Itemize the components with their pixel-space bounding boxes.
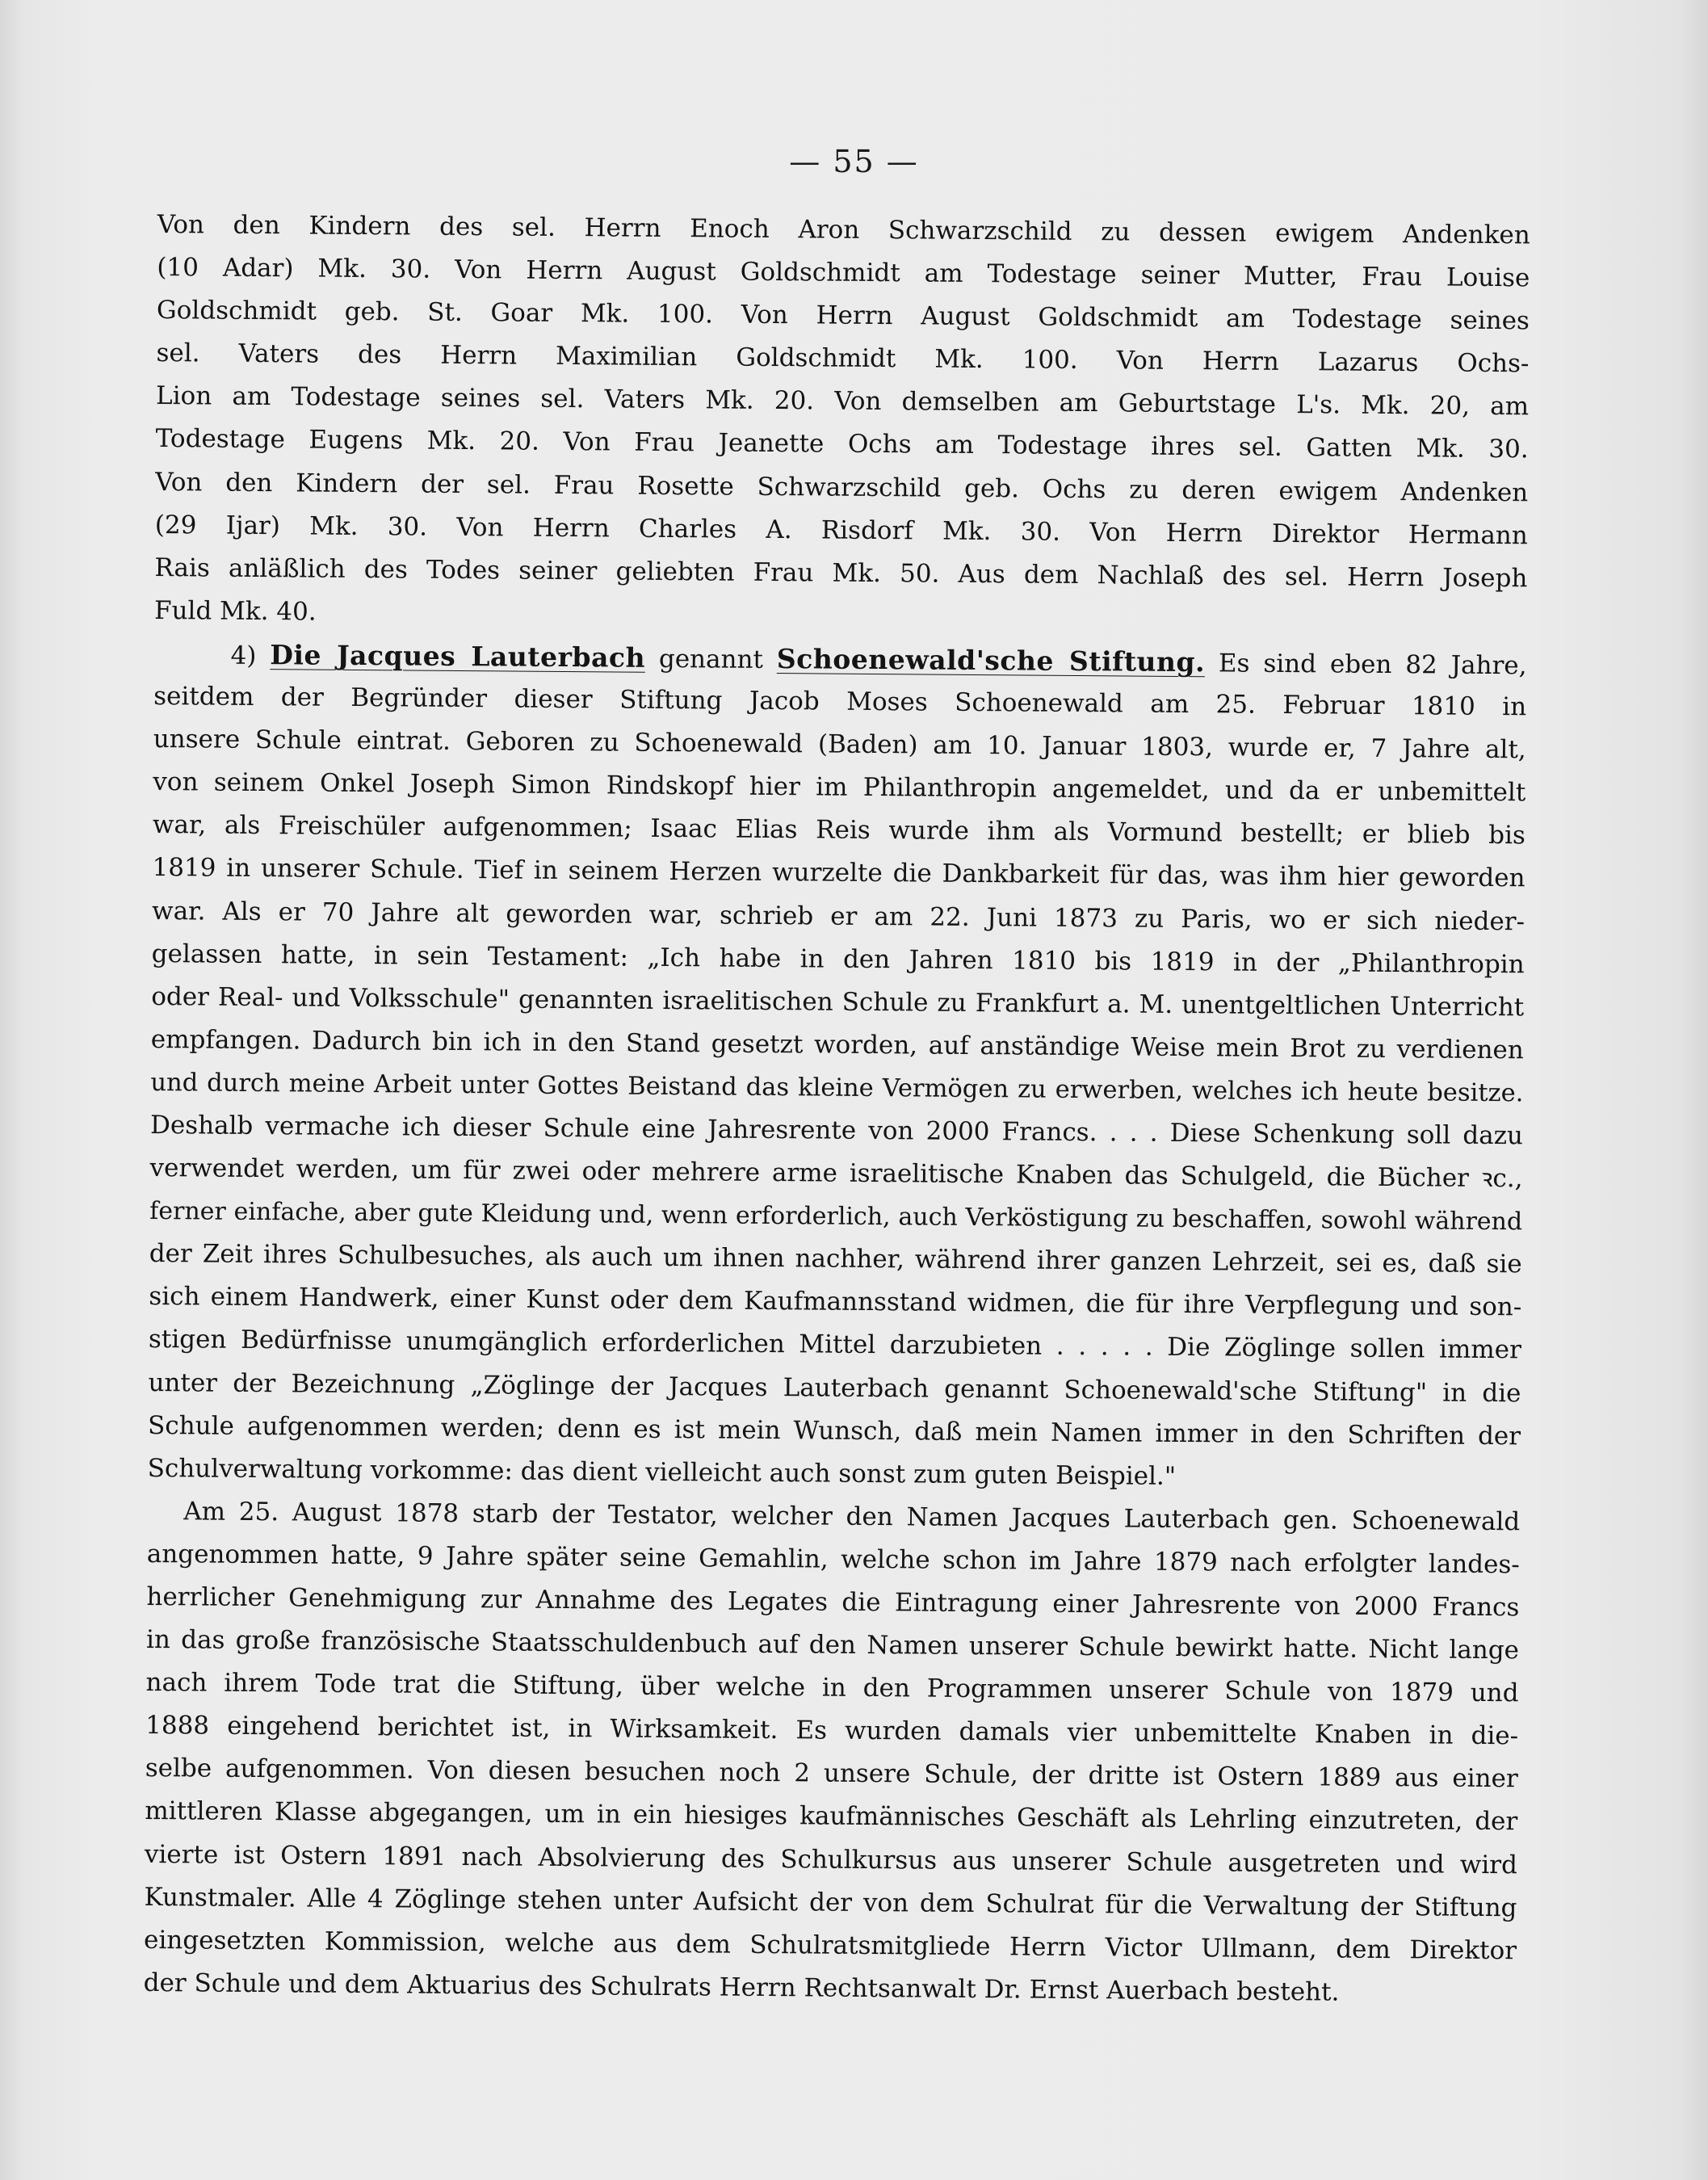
text-line: selbe aufgenommen. Von diesen besuchen noch 2 unsere Schule, der dritte ist Ostern 1889 aus einer: [145, 1754, 1518, 1794]
text-line: war, als Freischüler aufgenommen; Isaac Elias Reis wurde ihm als Vormund bestellt; er blieb bis: [152, 810, 1526, 851]
text-line: oder Real- und Volksschule" genannten israelitischen Schule zu Frankfurt a. M. unentgeltlichen Unterricht: [151, 981, 1525, 1023]
text-line: seitdem der Begründer dieser Stiftung Jacob Moses Schoenewald am 25. Februar 1810 in: [153, 682, 1527, 722]
text-line: (10 Adar) Mk. 30. Von Herrn August Goldschmidt am Todestage seiner Mutter, Frau Louise: [157, 253, 1530, 293]
text-line: Am 25. August 1878 starb der Testator, welcher den Namen Jacques Lauterbach gen. Schoenewald: [183, 1497, 1521, 1537]
text-line: 1888 eingehend berichtet ist, in Wirksamkeit. Es wurden damals vier unbemittelte Knaben in die-: [145, 1711, 1519, 1751]
text-line: Schulverwaltung vorkomme: das dient vielleicht auch sonst zum guten Beispiel.": [147, 1453, 1177, 1491]
text-line: sel. Vaters des Herrn Maximilian Goldschmidt Mk. 100. Von Herrn Lazarus Ochs-: [156, 338, 1530, 379]
text-line: sich einem Handwerk, einer Kunst oder dem Kaufmannsstand widmen, die für ihre Verpflegung und son-: [149, 1282, 1522, 1322]
text-line: ferner einfache, aber gute Kleidung und, wenn erforderlich, auch Verköstigung zu beschaffen, sowohl während: [149, 1197, 1523, 1237]
text-line: stigen Bedürfnisse unumgänglich erforderlichen Mittel darzubieten . . . . . Die Zöglinge sollen immer: [148, 1325, 1522, 1365]
section-heading-rest: Es sind eben 82 Jahre,: [1218, 649, 1527, 681]
text-line: war. Als er 70 Jahre alt geworden war, schrieb er am 22. Juni 1873 zu Paris, wo er sich nieder-: [151, 896, 1525, 936]
text-line: angenommen hatte, 9 Jahre später seine Gemahlin, welche schon im Jahre 1879 nach erfolgter landes-: [146, 1539, 1520, 1580]
text-line: mittleren Klasse abgegangen, um in ein hiesiges kaufmännisches Geschäft als Lehrling einzutreten, der: [145, 1796, 1518, 1837]
text-line: (29 Ijar) Mk. 30. Von Herrn Charles A. Risdorf Mk. 30. Von Herrn Direktor Hermann: [154, 510, 1528, 550]
text-line: eingesetzten Kommission, welche aus dem Schulratsmitgliede Herrn Victor Ullmann, dem Direktor: [143, 1925, 1517, 1966]
page-body: [143, 204, 1530, 2015]
section-heading-part2: Schoenewald'sche Stiftung.: [776, 642, 1206, 678]
text-line: der Schule und dem Aktuarius des Schulrats Herrn Rechtsanwalt Dr. Ernst Auerbach besteht.: [143, 1968, 1340, 2007]
text-line: Rais anläßlich des Todes seiner geliebten Frau Mk. 50. Aus dem Nachlaß des sel. Herrn Joseph: [154, 552, 1528, 594]
text-line: Goldschmidt geb. St. Goar Mk. 100. Von Herrn August Goldschmidt am Todestage seines: [156, 296, 1530, 336]
text-line: in das große französische Staatsschuldenbuch auf den Namen unserer Schule bewirkt hatte. Nicht lange: [145, 1625, 1520, 1665]
text-line: empfangen. Dadurch bin ich in den Stand gesetzt worden, auf anständige Weise mein Brot zu verdienen: [150, 1024, 1524, 1065]
section-heading-middle: genannt: [658, 644, 764, 674]
text-line: nach ihrem Tode trat die Stiftung, über welche in den Programmen unserer Schule von 1879 und: [145, 1668, 1519, 1708]
text-line: verwendet werden, um für zwei oder mehrere arme israelitische Knaben das Schulgeld, die Bücher ꝛc.,: [149, 1153, 1523, 1194]
text-line: Lion am Todestage seines sel. Vaters Mk. 20. Von demselben am Geburtstage L's. Mk. 20, am: [155, 381, 1530, 422]
text-line: 1819 in unserer Schule. Tief in seinem Herzen wurzelte die Dankbarkeit für das, was ihm hier geworden: [152, 853, 1525, 893]
page-number: — 55 —: [789, 144, 919, 179]
text-line: unter der Bezeichnung „Zöglinge der Jacques Lauterbach genannt Schoenewald'sche Stiftung" in die: [148, 1367, 1521, 1408]
section-number: 4): [230, 641, 257, 670]
text-line: Kunstmaler. Alle 4 Zöglinge stehen unter Aufsicht der von dem Schulrat für die Verwaltung der Stiftung: [144, 1882, 1517, 1922]
text-line: unsere Schule eintrat. Geboren zu Schoenewald (Baden) am 10. Januar 1803, wurde er, 7 Jahre alt,: [153, 725, 1526, 765]
text-line: Todestage Eugens Mk. 20. Von Frau Jeanette Ochs am Todestage ihres sel. Gatten Mk. 30.: [155, 424, 1529, 464]
text-line: und durch meine Arbeit unter Gottes Beistand das kleine Vermögen zu erwerben, welches ich heute besitze.: [150, 1068, 1524, 1108]
text-line: von seinem Onkel Joseph Simon Rindskopf hier im Philanthropin angemeldet, und da er unbemittelt: [153, 767, 1526, 808]
section-heading-part1: Die Jacques Lauterbach: [270, 639, 646, 674]
text-line: gelassen hatte, in sein Testament: „Ich habe in den Jahren 1810 bis 1819 in der „Philanthropin: [151, 939, 1525, 979]
text-line: Von den Kindern der sel. Frau Rosette Schwarzschild geb. Ochs zu deren ewigem Andenken: [155, 467, 1529, 507]
text-line: herrlicher Genehmigung zur Annahme des Legates die Eintragung einer Jahresrente von 2000 Francs: [146, 1581, 1520, 1623]
text-line: vierte ist Ostern 1891 nach Absolvierung des Schulkursus aus unserer Schule ausgetreten und wird: [144, 1839, 1518, 1880]
text-line: Deshalb vermache ich dieser Schule eine Jahresrente von 2000 Francs. . . . Diese Schenkung soll dazu: [149, 1110, 1524, 1151]
text-line: der Zeit ihres Schulbesuches, als auch um ihnen nachher, während ihrer ganzen Lehrzeit, sei es, daß sie: [149, 1239, 1522, 1279]
text-line: Von den Kindern des sel. Herrn Enoch Aron Schwarzschild zu dessen ewigem Andenken: [157, 209, 1530, 250]
text-line: Fuld Mk. 40.: [153, 595, 317, 627]
text-line: Schule aufgenommen werden; denn es ist mein Wunsch, daß mein Namen immer in den Schriften der: [147, 1410, 1521, 1451]
